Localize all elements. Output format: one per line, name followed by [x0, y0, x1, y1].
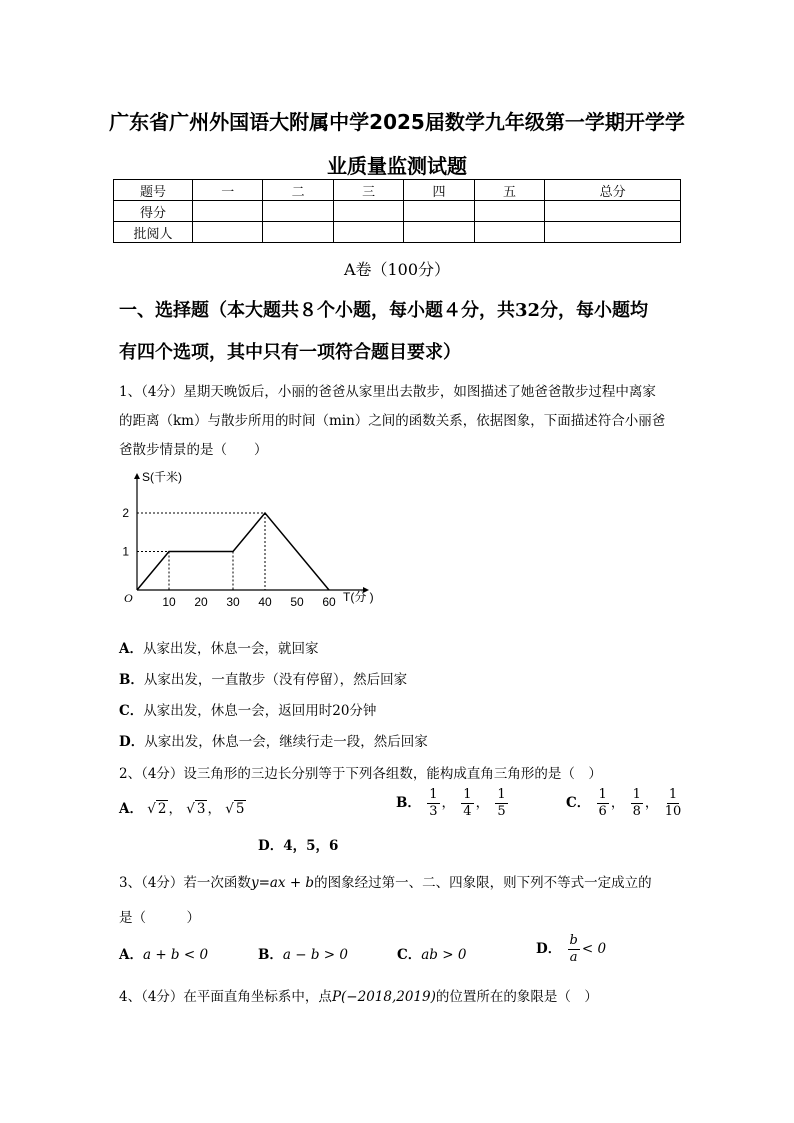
table-header-cell: 一: [193, 180, 263, 201]
denominator: 10: [664, 804, 682, 819]
y-axis-label: S(千米): [142, 470, 182, 484]
exam-title-line1: 广东省广州外国语大附属中学2025届数学九年级第一学期开学学: [109, 110, 685, 134]
row-label: 得分: [114, 201, 193, 222]
table-header-cell: 题号: [114, 180, 193, 201]
table-cell: [333, 201, 403, 222]
option-expression: ab > 0: [421, 947, 467, 963]
q1-option-c[interactable]: [119, 699, 376, 719]
radicand: 5: [235, 801, 245, 817]
separator: ，: [610, 795, 625, 811]
distance-time-chart: [115, 465, 385, 615]
option-text: 从家出发，休息一会，继续行走一段，然后回家: [144, 734, 428, 750]
row-label: 批阅人: [114, 222, 193, 243]
radicand: 2: [157, 801, 167, 817]
table-cell: [545, 201, 681, 222]
table-header-cell: 四: [404, 180, 474, 201]
score-table-row: [114, 222, 681, 243]
table-cell: [474, 201, 544, 222]
x-tick-label: 50: [290, 595, 304, 609]
sqrt-icon: √: [147, 801, 156, 817]
option-expression: a + b < 0: [142, 947, 209, 963]
score-table-row: [114, 201, 681, 222]
stem-text: 3、（4分）若一次函数: [119, 875, 251, 891]
q2-option-a[interactable]: [119, 797, 246, 817]
option-label: C．: [566, 795, 591, 811]
denominator: 5: [497, 804, 506, 819]
table-cell: [263, 201, 333, 222]
fraction: [427, 787, 439, 820]
q3-option-a[interactable]: [119, 943, 208, 963]
q1-option-b[interactable]: [119, 668, 407, 688]
numerator: 1: [429, 787, 438, 802]
radicand: 3: [196, 801, 206, 817]
q3-option-c[interactable]: [397, 943, 466, 963]
q1-option-a[interactable]: [119, 637, 318, 657]
q3-option-d[interactable]: [536, 933, 606, 966]
q1-stem-line2: 的距离（km）与散步所用的时间（min）之间的函数关系，依据图象，下面描述符合小丽爸: [119, 413, 666, 429]
numerator: 1: [598, 787, 607, 802]
table-cell: [545, 222, 681, 243]
numerator: 1: [632, 787, 641, 802]
denominator: a: [569, 950, 578, 965]
separator: ，: [644, 795, 659, 811]
point-expression: P(−2018,2019): [331, 989, 436, 1005]
option-text: 4，5，6: [283, 838, 339, 854]
separator: ，: [475, 795, 490, 811]
option-label: D．: [119, 734, 145, 750]
table-header-cell: 三: [333, 180, 403, 201]
table-header-cell: 总分: [545, 180, 681, 201]
q3-option-b[interactable]: [258, 943, 348, 963]
exam-title-line2: 业质量监测试题: [327, 154, 467, 178]
option-label: A．: [119, 641, 143, 657]
q2-stem: 2、（4分）设三角形的三边长分别等于下列各组数，能构成直角三角形的是（ ）: [119, 766, 602, 782]
denominator: 3: [429, 804, 438, 819]
q3-stem-line2: 是（ ）: [119, 910, 200, 926]
table-header-cell: 五: [474, 180, 544, 201]
option-label: C．: [397, 947, 422, 963]
stem-text: 的图象经过第一、二、四象限，则下列不等式一定成立的: [314, 875, 652, 891]
option-text: 从家出发，休息一会，就回家: [142, 641, 319, 657]
table-cell: [333, 222, 403, 243]
score-table-header-row: [114, 180, 681, 201]
fraction: [665, 787, 682, 820]
numerator: 1: [668, 787, 678, 802]
q4-stem: [119, 985, 598, 1005]
sqrt-icon: √: [225, 801, 234, 817]
function-expression: y=ax + b: [250, 875, 315, 891]
fraction: [597, 787, 609, 820]
option-label: B．: [396, 795, 421, 811]
section-a-heading: A卷（100分）: [343, 260, 451, 279]
numerator: 1: [463, 787, 472, 802]
fraction: [495, 787, 507, 820]
x-tick-label: 10: [162, 595, 176, 609]
x-tick-label: 20: [194, 595, 208, 609]
separator: ，: [441, 795, 455, 811]
option-label: D．: [536, 941, 562, 957]
table-cell: [404, 201, 474, 222]
sqrt-icon: √: [186, 801, 195, 817]
separator: ，: [168, 801, 182, 817]
y-tick-label: 1: [122, 544, 129, 559]
origin-label: O: [124, 591, 133, 605]
q2-option-b[interactable]: [396, 787, 510, 820]
option-expression: a − b > 0: [282, 947, 348, 963]
table-cell: [404, 222, 474, 243]
y-tick-label: 2: [122, 506, 129, 520]
option-label: A．: [119, 947, 143, 963]
q1-option-d[interactable]: [119, 730, 428, 750]
q2-option-d[interactable]: [258, 834, 338, 854]
option-label: A．: [119, 801, 143, 817]
q1-stem-line3: 爸散步情景的是（ ）: [119, 442, 268, 458]
denominator: 4: [463, 804, 472, 819]
y-axis-arrow-icon: [134, 473, 140, 479]
x-tick-label: 40: [258, 595, 272, 609]
option-label: B．: [258, 947, 283, 963]
x-tick-label: 30: [226, 595, 240, 609]
separator: ，: [207, 801, 221, 817]
table-cell: [193, 201, 263, 222]
x-axis-label: T(分 ): [343, 590, 374, 604]
q1-stem-line1: 1、（4分）星期天晚饭后，小丽的爸爸从家里出去散步，如图描述了她爸爸散步过程中离家: [119, 384, 656, 400]
stem-text: 的位置所在的象限是（ ）: [435, 989, 598, 1005]
fraction: [461, 787, 473, 820]
stem-text: 4、（4分）在平面直角坐标系中，点: [119, 989, 332, 1005]
q3-stem-line1: [119, 871, 652, 891]
table-cell: [474, 222, 544, 243]
option-label: C．: [119, 703, 144, 719]
score-table: [113, 179, 681, 243]
q2-option-c[interactable]: [566, 787, 683, 820]
fraction: [631, 787, 643, 820]
option-text: 从家出发，休息一会，返回用时20分钟: [143, 703, 377, 719]
table-cell: [263, 222, 333, 243]
option-label: D．: [258, 838, 284, 854]
option-text: 从家出发，一直散步（没有停留），然后回家: [143, 672, 408, 688]
denominator: 6: [598, 804, 607, 819]
numerator: b: [569, 933, 578, 948]
x-tick-label: 60: [322, 595, 336, 609]
part1-heading-line2: 有四个选项，其中只有一项符合题目要求）: [119, 342, 461, 363]
numerator: 1: [497, 787, 506, 802]
table-header-cell: 二: [263, 180, 333, 201]
fraction: [568, 933, 580, 966]
option-expression: < 0: [581, 941, 607, 957]
denominator: 8: [632, 804, 641, 819]
option-label: B．: [119, 672, 144, 688]
part1-heading-line1: 一、选择题（本大题共８个小题，每小题４分，共32分，每小题均: [119, 300, 649, 321]
table-cell: [193, 222, 263, 243]
